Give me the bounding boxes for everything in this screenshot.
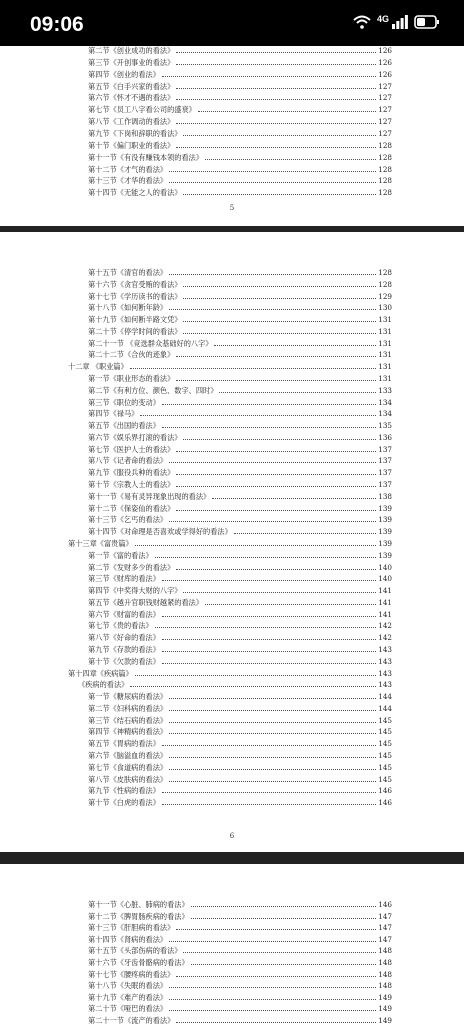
toc-entry-page: 135 [378, 421, 392, 431]
toc-entry-page: 148 [378, 946, 392, 956]
toc-entry[interactable] [88, 46, 392, 56]
leader-dots [176, 56, 376, 65]
toc-entry-title: 第二节《创业成功的看法》 [88, 46, 175, 55]
toc-entry-title: 第十节《欠款的看法》 [88, 656, 160, 666]
toc-entry-page: 128 [378, 268, 392, 277]
toc-entry-title: 第十二节《脾胃肠疾病的看法》 [88, 911, 189, 921]
toc-entry-page: 147 [378, 911, 392, 921]
toc-entry-page: 134 [378, 409, 392, 419]
leader-dots [169, 690, 376, 699]
toc-entry[interactable] [88, 690, 392, 702]
leader-dots [234, 525, 377, 534]
toc-entry-title: 第七节《员工八字看公司的盛衰》 [88, 105, 196, 115]
toc-entry-page: 145 [378, 750, 392, 760]
toc-entry[interactable] [88, 127, 392, 139]
toc-entry-title: 第十六节《贪官受贿的看法》 [88, 279, 182, 289]
leader-dots [205, 151, 376, 160]
toc-entry-page: 131 [378, 350, 392, 360]
toc-entry[interactable] [88, 139, 392, 151]
toc-entry-page: 126 [378, 46, 392, 55]
toc-entry-page: 145 [378, 727, 392, 737]
toc-entry[interactable] [88, 290, 392, 302]
toc-entry-page: 144 [378, 703, 392, 713]
toc-entry-page: 145 [378, 739, 392, 749]
leader-dots [130, 360, 376, 369]
toc-entry[interactable] [88, 643, 392, 655]
toc-entry-page: 148 [378, 981, 392, 991]
toc-entry[interactable] [88, 572, 392, 584]
toc-entry-title: 第二十一节 《竞选群众基础好的八字》 [88, 338, 213, 348]
toc-entry-page: 127 [378, 105, 392, 115]
leader-dots [130, 678, 376, 687]
toc-entry-page: 126 [378, 57, 392, 67]
toc-entry-title: 第五节《出国的看法》 [88, 421, 160, 431]
toc-entry-title: 第十五节《清官的看法》 [88, 268, 168, 277]
status-icons [353, 15, 440, 29]
toc-entry[interactable] [88, 513, 392, 525]
clock: 09:06 [30, 13, 84, 36]
toc-entry[interactable] [68, 360, 392, 372]
toc-entry-page: 137 [378, 456, 392, 466]
toc-entry-page: 133 [378, 385, 392, 395]
wifi-icon [353, 15, 371, 29]
page-number: 6 [229, 832, 235, 840]
toc-entry[interactable] [88, 278, 392, 290]
toc-entry-title: 第八节《皮肤病的看法》 [88, 774, 168, 784]
leader-dots [176, 348, 376, 357]
document-page[interactable] [0, 232, 464, 852]
leader-dots [183, 290, 376, 299]
toc-entry[interactable] [88, 115, 392, 127]
toc-entry-page: 137 [378, 468, 392, 478]
toc-entry-title: 第六节《娱乐界打滚的看法》 [88, 432, 182, 442]
leader-dots [155, 619, 377, 628]
toc-entry[interactable] [88, 56, 392, 68]
toc-entry-title: 第十九节《难产的看法》 [88, 992, 168, 1002]
toc-entry[interactable] [88, 655, 392, 667]
leader-dots [169, 749, 376, 758]
toc-entry-page: 131 [378, 315, 392, 325]
toc-entry-title: 第一节《糖尿病的看法》 [88, 692, 168, 702]
toc-entry-page: 148 [378, 969, 392, 979]
toc-entry-title: 第五节《胃病的看法》 [88, 739, 160, 749]
toc-entry-title: 第四节《神精病的看法》 [88, 727, 168, 737]
toc-entry-page: 147 [378, 934, 392, 944]
toc-entry-title: 第三节《结石病的看法》 [88, 715, 168, 725]
toc-entry[interactable] [88, 898, 392, 910]
toc-entry-title: 第二节《有利方位、颜色、数字、四时》 [88, 385, 218, 395]
toc-entry-page: 148 [378, 958, 392, 967]
toc-entry[interactable] [88, 186, 392, 198]
toc-entry[interactable] [88, 944, 392, 956]
leader-dots [162, 631, 376, 640]
battery-icon [414, 15, 440, 29]
toc-entry-title: 第十二节《才气的看法》 [88, 164, 168, 174]
leader-dots [169, 301, 376, 310]
toc-entry[interactable] [88, 68, 392, 80]
toc-entry-title: 第十一节《易有灵异现象出现的看法》 [88, 491, 211, 501]
leader-dots [176, 443, 376, 452]
leader-dots [176, 80, 376, 89]
toc-entry-title: 第九节《下岗和辞职的看法》 [88, 128, 182, 138]
leader-dots [162, 572, 376, 581]
leader-dots [162, 643, 376, 652]
toc-entry[interactable] [68, 537, 392, 549]
leader-dots [135, 537, 377, 546]
document-page[interactable] [0, 864, 464, 1024]
leader-dots [169, 163, 376, 172]
toc-entry[interactable] [88, 266, 392, 278]
toc-entry-title: 《疾病的看法》 [78, 680, 129, 690]
leader-dots [162, 737, 376, 746]
leader-dots [169, 266, 376, 275]
toc-entry-page: 141 [378, 586, 392, 596]
status-bar [0, 0, 464, 46]
toc-entry-title: 第八节《记者命的看法》 [88, 456, 168, 466]
toc-entry-title: 第五节《越升官职钱财越紧的看法》 [88, 597, 204, 607]
toc-entry-title: 第八节《好命的看法》 [88, 633, 160, 643]
leader-dots [169, 761, 376, 770]
toc-entry[interactable] [78, 678, 392, 690]
toc-entry-page: 134 [378, 397, 392, 407]
toc-entry[interactable] [88, 933, 392, 945]
leader-dots [176, 372, 376, 381]
toc-entry-page: 137 [378, 444, 392, 454]
toc-entry-page: 127 [378, 117, 392, 127]
toc-entry-page: 136 [378, 432, 392, 442]
toc-entry[interactable] [88, 348, 392, 360]
toc-entry-page: 147 [378, 923, 392, 933]
leader-dots [169, 1002, 376, 1011]
leader-dots [183, 431, 376, 440]
leader-dots [176, 502, 376, 511]
toc-entry[interactable] [88, 490, 392, 502]
toc-entry[interactable] [88, 991, 392, 1003]
toc-entry[interactable] [88, 91, 392, 103]
toc-entry-page: 149 [378, 1016, 392, 1024]
toc-entry-title: 第十三节《才华的看法》 [88, 176, 168, 186]
leader-dots [183, 127, 376, 136]
leader-dots [183, 944, 376, 953]
toc-entry-page: 131 [378, 362, 392, 372]
leader-dots [176, 46, 376, 53]
toc-entry[interactable] [88, 1002, 392, 1014]
toc-entry-title: 第十三节《肝胆病的看法》 [88, 923, 175, 933]
toc-entry[interactable] [88, 80, 392, 92]
network-type-label: 4G [376, 14, 389, 24]
toc-entry-title: 第六节《财富的看法》 [88, 609, 160, 619]
leader-dots [169, 702, 376, 711]
toc-entry[interactable] [68, 667, 392, 679]
leader-dots [176, 115, 376, 124]
toc-entry[interactable] [88, 396, 392, 408]
toc-entry-title: 第十节《宗教人士的看法》 [88, 480, 175, 490]
toc-entry-page: 138 [378, 491, 392, 501]
toc-entry[interactable] [88, 596, 392, 608]
toc-entry-page: 137 [378, 480, 392, 490]
toc-entry-title: 第十五节《头部伤病的看法》 [88, 946, 182, 956]
toc-entry-page: 128 [378, 140, 392, 150]
toc-entry-page: 139 [378, 515, 392, 525]
toc-entry-title: 第三节《开创事业的看法》 [88, 57, 175, 67]
leader-dots [183, 186, 376, 195]
toc-entry-page: 139 [378, 550, 392, 560]
leader-dots [176, 466, 376, 475]
leader-dots [176, 91, 376, 100]
toc-entry-title: 第四节《创业的看法》 [88, 69, 160, 79]
toc-entry[interactable] [88, 968, 392, 980]
leader-dots [183, 313, 376, 322]
toc-entry[interactable] [88, 584, 392, 596]
leader-dots [214, 337, 376, 346]
toc-entry-title: 第六节《脑溢血的看法》 [88, 750, 168, 760]
toc-entry-page: 128 [378, 188, 392, 198]
toc-entry-title: 第五节《白手兴家的看法》 [88, 81, 175, 91]
toc-entry-title: 第十四节《肾病的看法》 [88, 934, 168, 944]
toc-entry-title: 第十一节《有没有赚钱本领的看法》 [88, 152, 204, 162]
toc-entry-title: 第十四节《对命理是否喜欢或学得好的看法》 [88, 527, 232, 537]
toc-entry[interactable] [88, 702, 392, 714]
toc-entry-page: 141 [378, 597, 392, 607]
toc-entry[interactable] [88, 773, 392, 785]
toc-entry-page: 143 [378, 644, 392, 654]
toc-entry[interactable] [88, 151, 392, 163]
toc-entry[interactable] [88, 466, 392, 478]
toc-entry-page: 139 [378, 503, 392, 513]
toc-entry-page: 145 [378, 774, 392, 784]
toc-entry[interactable] [88, 384, 392, 396]
toc-entry-title: 第十六节《牙齿骨骼病的看法》 [88, 958, 189, 967]
leader-dots [198, 103, 376, 112]
leader-dots [169, 174, 376, 183]
leader-dots [162, 419, 376, 428]
leader-dots [176, 968, 376, 977]
toc-entry-title: 第十四章《疾病篇》 [68, 668, 133, 678]
toc-entry[interactable] [88, 956, 392, 968]
leader-dots [169, 991, 376, 1000]
toc-entry-page: 131 [378, 326, 392, 336]
toc-entry[interactable] [88, 372, 392, 384]
toc-entry-page: 140 [378, 562, 392, 572]
toc-entry-title: 第四节《禄马》 [88, 409, 139, 419]
leader-dots [191, 956, 377, 965]
toc-entry-page: 139 [378, 527, 392, 537]
leader-dots [169, 725, 376, 734]
leader-dots [162, 655, 376, 664]
leader-dots [183, 325, 376, 334]
toc-entry-title: 第四节《中奖得大财的八字》 [88, 586, 182, 596]
toc-entry-title: 第九节《性病的看法》 [88, 786, 160, 796]
toc-entry-page: 128 [378, 164, 392, 174]
leader-dots [176, 561, 376, 570]
leader-dots [162, 796, 376, 805]
toc-entry-page: 144 [378, 692, 392, 702]
toc-entry-title: 第十八节《失眠的看法》 [88, 981, 168, 991]
leader-dots [205, 596, 376, 605]
toc-entry[interactable] [88, 525, 392, 537]
toc-entry-title: 第七节《食道病的看法》 [88, 762, 168, 772]
toc-entry[interactable] [88, 561, 392, 573]
leader-dots [140, 407, 376, 416]
leader-dots [191, 898, 377, 907]
toc-entry[interactable] [88, 608, 392, 620]
leader-dots [176, 478, 376, 487]
toc-entry-title: 第八节《工作调动的看法》 [88, 117, 175, 127]
toc-entry[interactable] [88, 419, 392, 431]
leader-dots [191, 910, 377, 919]
toc-entry-title: 第十七节《腰疼病的看法》 [88, 969, 175, 979]
leader-dots [169, 513, 376, 522]
toc-entry[interactable] [88, 761, 392, 773]
toc-entry-title: 第十四节《无能之人的看法》 [88, 188, 182, 198]
leader-dots [219, 384, 376, 393]
toc-entry-page: 146 [378, 900, 392, 909]
toc-entry[interactable] [88, 737, 392, 749]
toc-entry-title: 第一节《职业形态的看法》 [88, 374, 175, 384]
toc-entry-page: 131 [378, 374, 392, 384]
toc-entry-page: 128 [378, 176, 392, 186]
leader-dots [183, 278, 376, 287]
toc-entry-title: 第二节《发财多少的看法》 [88, 562, 175, 572]
toc-entry-page: 149 [378, 1004, 392, 1014]
toc-entry-page: 143 [378, 668, 392, 678]
toc-entry-page: 143 [378, 656, 392, 666]
toc-entry-title: 第三节《财库的看法》 [88, 574, 160, 584]
toc-entry[interactable] [88, 103, 392, 115]
leader-dots [162, 608, 376, 617]
toc-entry-title: 第十八节《如何断年龄》 [88, 303, 168, 313]
toc-entry-title: 第二十一节《流产的看法》 [88, 1016, 175, 1024]
toc-entry[interactable] [88, 313, 392, 325]
toc-entry[interactable] [88, 163, 392, 175]
leader-dots [212, 490, 376, 499]
toc-entry[interactable] [88, 921, 392, 933]
leader-dots [169, 979, 376, 988]
toc-entry[interactable] [88, 301, 392, 313]
toc-entry-title: 第十节《白虎的看法》 [88, 798, 160, 808]
page-number: 5 [229, 204, 235, 212]
toc-entry-title: 第一节《富的看法》 [88, 550, 153, 560]
toc-entry-title: 第十节《偏门职业的看法》 [88, 140, 175, 150]
toc-entry[interactable] [88, 407, 392, 419]
toc-entry[interactable] [88, 1014, 392, 1024]
signal-icon [392, 15, 408, 29]
toc-entry[interactable] [88, 549, 392, 561]
toc-entry[interactable] [88, 325, 392, 337]
toc-entry-page: 145 [378, 715, 392, 725]
leader-dots [176, 921, 376, 930]
toc-entry[interactable] [88, 714, 392, 726]
toc-entry-page: 140 [378, 574, 392, 584]
toc-entry[interactable] [88, 431, 392, 443]
toc-entry-page: 141 [378, 609, 392, 619]
toc-entry[interactable] [88, 725, 392, 737]
leader-dots [169, 933, 376, 942]
leader-dots [169, 454, 376, 463]
toc-entry-page: 143 [378, 680, 392, 690]
toc-entry[interactable] [88, 749, 392, 761]
toc-entry[interactable] [88, 337, 392, 349]
toc-entry-title: 第十三节《乞丐的看法》 [88, 515, 168, 525]
toc-entry-title: 第二十节《停学时间的看法》 [88, 326, 182, 336]
toc-entry-title: 第十一节《心脏、肺病的看法》 [88, 900, 189, 909]
toc-entry[interactable] [88, 443, 392, 455]
leader-dots [162, 68, 376, 77]
toc-entry[interactable] [88, 796, 392, 808]
toc-entry-title: 第十三章《富贵篇》 [68, 538, 133, 548]
toc-entry-page: 142 [378, 621, 392, 631]
toc-entry-title: 第九节《存款的看法》 [88, 644, 160, 654]
toc-entry-title: 第三节《职位的变动》 [88, 397, 160, 407]
leader-dots [135, 667, 377, 676]
toc-entry-title: 第六节《怀才不遇的看法》 [88, 93, 175, 103]
toc-entry-page: 127 [378, 128, 392, 138]
leader-dots [162, 784, 376, 793]
toc-entry-page: 128 [378, 152, 392, 162]
toc-entry-title: 第二十节《哑巴的看法》 [88, 1004, 168, 1014]
toc-entry-page: 149 [378, 992, 392, 1002]
toc-entry-page: 142 [378, 633, 392, 643]
toc-entry-page: 126 [378, 69, 392, 79]
toc-entry[interactable] [88, 631, 392, 643]
leader-dots [169, 714, 376, 723]
toc-entry[interactable] [88, 979, 392, 991]
toc-entry[interactable] [88, 910, 392, 922]
toc-entry-title: 第十二节《保姿仙的看法》 [88, 503, 175, 513]
toc-entry[interactable] [88, 174, 392, 186]
toc-entry-title: 第二十二节《合伙的迹象》 [88, 350, 175, 360]
leader-dots [155, 549, 377, 558]
leader-dots [176, 139, 376, 148]
toc-entry[interactable] [88, 619, 392, 631]
leader-dots [162, 396, 376, 405]
toc-entry[interactable] [88, 454, 392, 466]
leader-dots [183, 584, 376, 593]
leader-dots [176, 1014, 376, 1023]
toc-entry-title: 第九节《服役兵种的看法》 [88, 468, 175, 478]
toc-entry-page: 139 [378, 538, 392, 548]
toc-entry[interactable] [88, 784, 392, 796]
toc-entry-page: 145 [378, 762, 392, 772]
toc-entry-page: 146 [378, 798, 392, 808]
toc-entry-title: 第十七节《学历读书的看法》 [88, 291, 182, 301]
toc-entry-title: 第二节《妇科病的看法》 [88, 703, 168, 713]
toc-entry-page: 130 [378, 303, 392, 313]
toc-entry-page: 128 [378, 279, 392, 289]
toc-entry-page: 127 [378, 81, 392, 91]
toc-entry-title: 十二章 《职业篇》 [68, 362, 128, 372]
toc-entry-title: 第十九节《如何断半路文凭》 [88, 315, 182, 325]
document-page[interactable] [0, 46, 464, 226]
toc-entry[interactable] [88, 502, 392, 514]
toc-entry-title: 第七节《贵的看法》 [88, 621, 153, 631]
toc-entry[interactable] [88, 478, 392, 490]
toc-entry-page: 131 [378, 338, 392, 348]
toc-entry-page: 127 [378, 93, 392, 103]
toc-entry-title: 第七节《医护人士的看法》 [88, 444, 175, 454]
leader-dots [169, 773, 376, 782]
toc-entry-page: 129 [378, 291, 392, 301]
toc-entry-page: 146 [378, 786, 392, 796]
